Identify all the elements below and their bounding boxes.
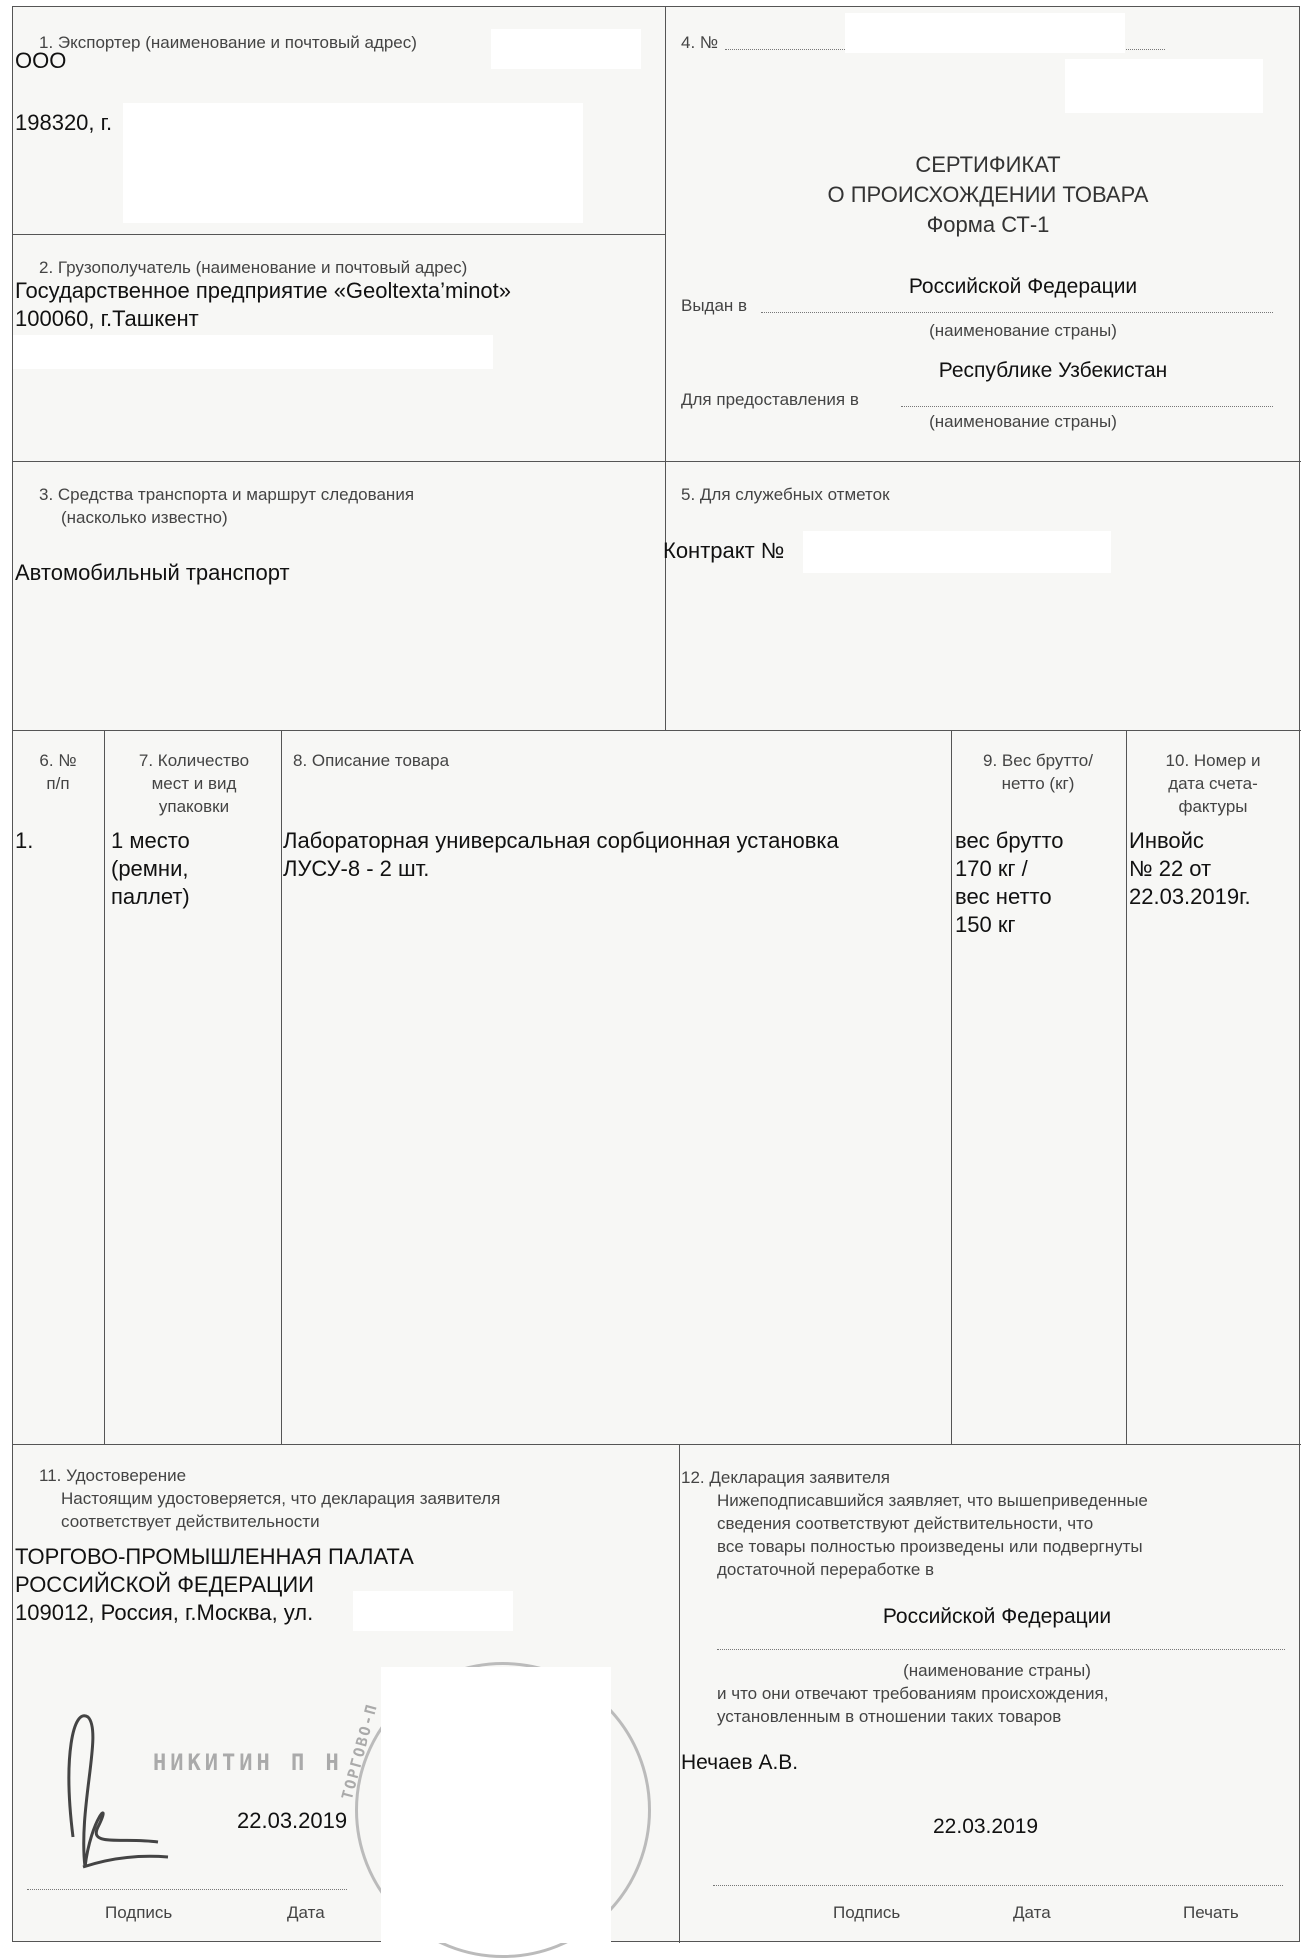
redaction-contract [803,531,1111,573]
declaration-sign-line [713,1885,1283,1886]
consignee-address: 100060, г.Ташкент [15,306,199,331]
declaration-text-1: Нижеподписавшийся заявляет, что вышеприведенные [717,1491,1148,1510]
issued-country: Российской Федерации [908,275,1138,298]
declaration-country: Российской Федерации [882,1605,1112,1628]
col9-header-1: 9. Вес брутто/ [983,751,1093,770]
redaction-consignee [13,335,493,369]
row-qty-1: 1 место [111,828,190,853]
row-number: 1. [15,828,34,853]
consignee-name: Государственное предприятие «Geoltexta’minot» [15,278,512,303]
declaration-date: 22.03.2019 [933,1815,1039,1838]
row-weight-3: вес нетто [955,884,1052,909]
col10-header-2: дата счета- [1168,774,1258,793]
certification-text-1: Настоящим удостоверяется, что декларация заявителя [61,1489,501,1508]
transport-label: 3. Средства транспорта и маршрут следования [39,485,415,504]
certificate-form-type: Форма СТ-1 [926,212,1050,237]
row-description-2: ЛУСУ-8 - 2 шт. [283,856,430,881]
row-qty-2: (ремни, [111,856,189,881]
declaration-label: 12. Декларация заявителя [681,1468,890,1487]
row-weight-2: 170 кг / [955,856,1028,881]
issued-line [761,312,1273,313]
col8-header: 8. Описание товара [293,751,450,770]
certificate-subtitle: О ПРОИСХОЖДЕНИИ ТОВАРА [827,182,1149,207]
destination-country-hint: (наименование страны) [929,412,1117,431]
declaration-text-6: установленным в отношении таких товаров [717,1707,1062,1726]
consignee-label: 2. Грузополучатель (наименование и почтовый адрес) [39,258,468,277]
exporter-label: 1. Экспортер (наименование и почтовый адрес) [39,33,417,52]
transport-sublabel: (насколько известно) [61,508,228,527]
destination-label: Для предоставления в [681,390,859,409]
official-marks-label: 5. Для служебных отметок [681,485,890,504]
redaction-cert-number-2 [1065,59,1263,113]
certification-sign-line [27,1889,347,1890]
declaration-text-3: все товары полностью произведены или подвергнуты [717,1537,1143,1556]
row-invoice-2: № 22 от [1129,856,1212,881]
declaration-text-2: сведения соответствуют действительности, что [717,1514,1094,1533]
col7-header-2: мест и вид [151,774,237,793]
declaration-country-line [717,1649,1285,1650]
certification-sign-label: Подпись [105,1903,173,1922]
col7-header-1: 7. Количество [138,751,250,770]
destination-country: Республике Узбекистан [938,359,1168,382]
chamber-address: 109012, Россия, г.Москва, ул. [15,1600,314,1625]
col6-header-2: п/п [46,774,70,793]
col6-header-1: 6. № [39,751,77,770]
row-qty-3: паллет) [111,884,190,909]
exporter-address: 198320, г. [15,110,113,135]
certification-text-2: соответствует действительности [61,1512,320,1531]
certificate-form [12,6,1300,1942]
declaration-text-4: достаточной переработке в [717,1560,935,1579]
col7-header-3: упаковки [158,797,230,816]
row-weight-4: 150 кг [955,912,1016,937]
certification-date-label: Дата [287,1903,325,1922]
stamp-ring-text: ТОРГОВО-П [338,1701,382,1802]
declaration-date-label: Дата [1013,1903,1051,1922]
certification-date: 22.03.2019 [237,1808,348,1833]
declaration-sign-label: Подпись [833,1903,901,1922]
declaration-country-hint: (наименование страны) [903,1661,1091,1680]
certification-label: 11. Удостоверение [39,1466,187,1485]
row-invoice-1: Инвойс [1129,828,1204,853]
contract-number: Контракт № [663,538,785,563]
redaction-cert-number-1 [845,13,1125,53]
certificate-number-label: 4. № [681,33,719,52]
exporter-name: ООО [15,48,67,73]
certificate-title: СЕРТИФИКАТ [915,152,1061,177]
declaration-seal-label: Печать [1183,1903,1239,1922]
col9-header-2: нетто (кг) [1001,774,1075,793]
col10-header-3: фактуры [1178,797,1248,816]
redaction-chamber-address [353,1591,513,1631]
issued-label: Выдан в [681,296,748,315]
redaction-exporter-address [123,103,583,223]
row-invoice-3: 22.03.2019г. [1129,884,1251,909]
declarant-name: Нечаев А.В. [681,1751,799,1774]
issued-country-hint: (наименование страны) [929,321,1117,340]
col10-header-1: 10. Номер и [1165,751,1261,770]
destination-line [901,406,1273,407]
chamber-name-1: ТОРГОВО-ПРОМЫШЛЕННАЯ ПАЛАТА [15,1544,414,1569]
row-weight-1: вес брутто [955,828,1064,853]
row-description-1: Лабораторная универсальная сорбционная установка [283,828,839,853]
stamp-name: НИКИТИН П Н [153,1751,343,1776]
declaration-text-5: и что они отвечают требованиям происхождения, [717,1684,1109,1703]
chamber-name-2: РОССИЙСКОЙ ФЕДЕРАЦИИ [15,1572,314,1597]
redaction-seal [381,1667,611,1943]
signature-image [43,1697,173,1887]
redaction-exporter-name [491,29,641,69]
transport-value: Автомобильный транспорт [15,560,290,585]
